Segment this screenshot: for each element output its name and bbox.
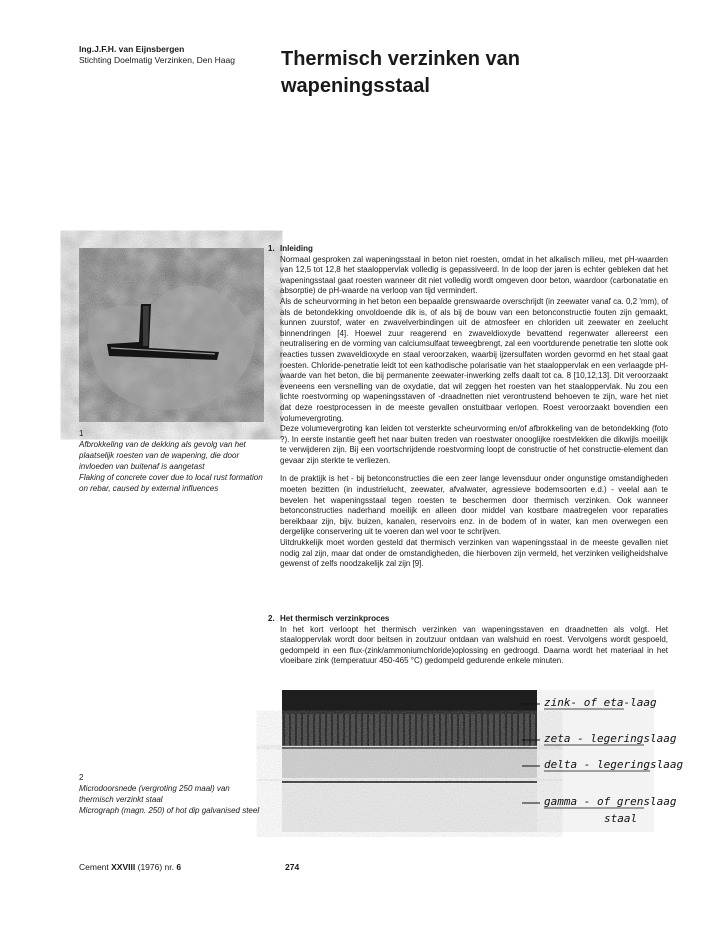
figure-2-caption-english: Micrograph (magn. 250) of hot dip galvanised steel	[79, 806, 260, 815]
figure-1-caption-english: Flaking of concrete cover due to local rust formation on rebar, caused by external influences	[79, 473, 263, 493]
journal-year: (1976) nr.	[137, 862, 174, 872]
figure-2-micrograph	[282, 690, 684, 832]
journal-name: Cement	[79, 862, 109, 872]
label-steel: staal	[604, 812, 638, 825]
figure-1-caption-dutch: Afbrokkeling van de dekking als gevolg van het plaatselijk roesten van de wapening, die door invloeden van buitenaf is aangetast	[79, 440, 246, 471]
section-introduction	[268, 244, 668, 570]
section-1-heading	[268, 244, 668, 255]
section-1-paragraph: Als de scheurvorming in het beton een bepaalde grenswaarde overschrijdt (in zeewater vanaf ca. 0,2 'mm), of als de betondekking onvoldoende dik is, of als bij de bouw van een betonconstructie fouten zijn gemaakt, kunnen zuurstof, water en zwavelverbindingen uit de atmosfeer en chloriden uit zeewater en zeelucht binnendringen [4]. Hoewel zuur reagerend en zwaveldioxyde bevattend regenwater allereerst een neutralisering en de vorming van calciumsulfaat teweegbrengt, zal een voortdurende penetratie ten slotte ook reacties tussen zwaveldioxyde en staal veroorzaken, waarbij ijzersulfaten worden gevormd en het staal gaat roesten. Chloride-penetratie leidt tot een kathodische polarisatie van het staaloppervlak en een verlaagde pH-waarde van het beton, die bij permanente zeewater-inwerking zelfs daalt tot ca. 8 [10,12,13]. Dit veroorzaakt eveneens een versnelling van de oxydatie, dat wil zeggen het roesten van het staaloppervlak. Nu zou een lichte roestvorming op wapeningsstaven of -draadnetten niet verontrustend behoeven te zijn, ware het niet dat deze roestprocessen in de meeste gevallen onstuitbaar verlopen. Roest veroorzaakt bovendien een volumevergroting.	[280, 296, 668, 423]
section-2-paragraph: In het kort verloopt het thermisch verzinken van wapeningsstaven en draadnetten als volgt. Het staaloppervlak wordt door beitsen in zoutzuur ontdaan van walshuid en roest. Vervolgens wordt gespoeld, gedompeld in een flux-(zink/ammoniumchloride)oplossing en gedroogd. Daarna wordt het materiaal in het vloeibare zink (temperatuur 450-465 °C) gedompeld gedurende enkele minuten.	[280, 624, 668, 666]
section-1-number: 1.	[268, 244, 275, 253]
section-1-paragraph: In de praktijk is het - bij betonconstructies die een zeer lange levensduur onder ongunstige omstandigheden moeten bezitten (in industrielucht, zeewater, afvalwater, agressieve bodemsoorten e.d.) - veelal aan te bevelen het wapeningsstaal tegen roesten te beschermen door thermisch verzinken. Ook wanneer betonconstructies naderhand moeilijk en alleen door middel van kostbare maatregelen voor reparaties bereikbaar zijn, bijv. buizen, kanalen, reservoirs enz. in de bodem of in water, kan men overwegen een dergelijke conservering uit te voeren dan wel voor te schrijven.	[280, 474, 668, 537]
micrograph-image	[282, 690, 684, 832]
journal-volume: XXVIII	[111, 862, 136, 872]
figure-2-caption	[79, 772, 264, 816]
section-2-heading	[268, 614, 668, 625]
footer-journal	[79, 862, 181, 872]
author-name: Ing.J.F.H. van Eijnsbergen	[79, 44, 185, 54]
figure-2-caption-dutch: Microdoorsnede (vergroting 250 maal) van thermisch verzinkt staal	[79, 784, 230, 804]
label-zeta-layer: zeta - legeringslaag	[544, 732, 677, 745]
section-2-title: Het thermisch verzinkproces	[280, 614, 390, 623]
section-1-paragraph: Deze volumevergroting kan leiden tot versterkte scheurvorming en/of afbrokkeling van de betondekking (foto ?). In eerste instantie geeft het naar buiten treden van roestwater onooglijke roestvlekken die dikwijls moeilijk te verwijderen zijn. Bij een voortschrijdende roestvorming loopt de constructie of het constructie-element dan gevaar zijn sterkte te verliezen.	[280, 424, 668, 465]
journal-issue: 6	[176, 862, 182, 872]
figure-1-photo	[79, 248, 264, 422]
author-affiliation: Stichting Doelmatig Verzinken, Den Haag	[79, 55, 235, 65]
section-1-paragraph: Normaal gesproken zal wapeningsstaal in beton niet roesten, omdat in het alkalisch milieu, met pH-waarden van 12,5 tot 12,8 het staaloppervlak volledig is gepassiveerd. In de loop der jaren is echter gebleken dat het wapeningsstaal gaat roesten wanneer dit niet volledig wordt omgeven door beton, waardoor (carbonatatie en absorptie) de pH-waarde na verloop van tijd vermindert.	[280, 254, 668, 296]
section-galvanizing-process	[268, 614, 668, 667]
page-number: 274	[285, 862, 300, 872]
section-2-number: 2.	[268, 614, 275, 623]
label-gamma-layer: gamma - of grenslaag	[544, 795, 677, 808]
figure-2-number: 2	[79, 773, 84, 782]
figure-1-caption	[79, 428, 264, 494]
figure-1-number: 1	[79, 429, 84, 438]
label-zinc-layer: zink- of eta-laag	[544, 696, 657, 709]
label-delta-layer: delta - legeringslaag	[544, 758, 684, 771]
page-title: Thermisch verzinken van wapeningsstaal	[281, 48, 520, 97]
concrete-flaking-image	[79, 248, 264, 422]
section-1-paragraph: Uitdrukkelijk moet worden gesteld dat thermisch verzinken van wapeningsstaal in de meeste gevallen niet nodig zal zijn, maar dat onder de omstandigheden, die hierboven zijn vermeld, het verzinken veiligheidshalve gewenst of zelfs noodzakelijk zal zijn [9].	[280, 538, 668, 569]
section-1-title: Inleiding	[280, 244, 313, 253]
